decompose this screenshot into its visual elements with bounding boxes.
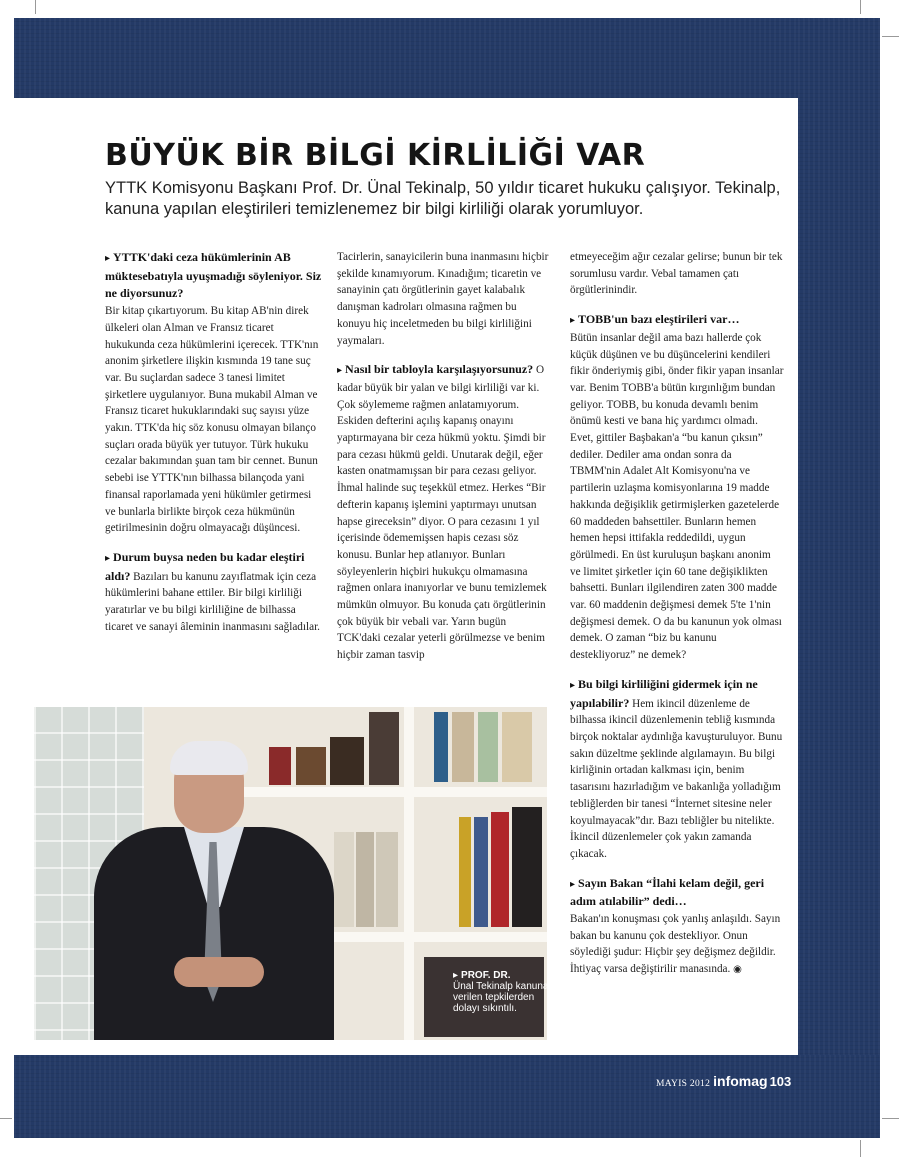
answer-3: O kadar büyük bir yalan ve bilgi kirliliği var ki. Çok söylememe rağmen anlatamıyorum. Eskiden defterini açılış kapanış onayını yaptırmayana bir ceza hükmü yoktu. Şimdi bir para cezası hükmü geldi. Unutarak değil, eğer kasten onatmamışsan bir para cezası geliyor. İhmal halinde suç teşekkül etmez. Herkes “Bir defterin kapanış işlemini yaptırmayı unutsan hapse gireceksin” diyor. O para cezasını 1 yıl içerisinde ödememişsen hapis cezası söz konusu. Bunlar hep atlanıyor. Bunları söyleyenlerin hiçbiri hukukçu olmamasına rağmen onlara inanıyorlar ve bunu temizlemek mümkün olmuyor. Bu konuda çatı örgütlerinin çok büyük bir vebali var. Yarın bugün TCK'daki cezalar yeterli görülmezse ve benim hiçbir zaman tasvip [337, 364, 547, 662]
answer-5: Hem ikincil düzenleme de bilhassa ikincil düzenlemenin tebliğ kısmında birçok noktalar aydınlığa kavuşturuluyor. Bunu sakın düzeltme şeklinde algılamayın. Bu bilgi kirliğinin ortadan kalkması için, benim tasarısını hazırladığım ve bakanlığa yolladığım tebliğlerden bir tanesi “İnternet sitesine neler koyulmayacak”dır. Bazı tebliğler bu nitelikte. İkincil düzenlemeler çok yakın zamanda çıkacak. [570, 697, 783, 860]
book [491, 812, 509, 927]
decorative-band-top [14, 18, 880, 98]
caption-text: Ünal Tekinalp kanuna verilen tepkilerden dolayı sıkıntılı. [453, 981, 549, 1014]
decorative-band-bottom [14, 1055, 880, 1138]
page-number: 103 [769, 1074, 792, 1089]
person-hair [170, 741, 248, 775]
answer-continued: etmeyeceğim ağır cezalar gelirse; bunun bir tek sorumlusu vardır. Vebal tamamen çatı örgütlerinindir. [570, 251, 783, 297]
arrow-bullet-icon: ▸ [570, 315, 576, 327]
text-column-2 [337, 249, 549, 664]
photo-frame [296, 747, 326, 785]
text-column-1 [105, 249, 323, 635]
answer-continued: Tacirlerin, sanayicilerin buna inanmasını hiçbir şekilde kınamıyorum. Kınadığım; ticaretin ve sanayinin çatı örgütlerinin gayet kalabalık danışman kadroları olmasına rağmen bu konuyu hiç inceletmeden bu bilgi kirliliğini yaymaları. [337, 251, 549, 347]
question-2: Durum buysa neden bu kadar eleştiri aldı? [105, 549, 305, 583]
book [502, 712, 532, 782]
crop-mark [882, 1118, 899, 1119]
book [434, 712, 448, 782]
question-3: Nasıl bir tabloyla karşılaşıyorsunuz? [345, 362, 534, 377]
article-headline: BÜYÜK BİR BİLGİ KİRLİLİĞİ VAR [105, 138, 646, 173]
answer-1: Bir kitap çıkartıyorum. Bu kitap AB'nin direk ülkeleri olan Alman ve Fransız ticaret hukukunda ceza hükümlerini içerecek. TTK'nın anonim şirketlere ilişkin kısmında 19 tane suç var. Bu suçlardan sadece 3 tanesi limitet şirketlere uygulanıyor. Buna mukabil Alman ve Fransız ticaret hukuklarındaki suç sayısı yüze yakın. TTK'da hiç söz konusu olmayan bilanço suçları orada büyük yer tutuyor. Türk hukuku cezalar bakımından şuan tam bir cennet. Bunun sebebi ise YTTK'nın bilhassa bilançoda yani finansal raporlamada yeni hükümler getirmesi ve bunlarla birlikte birçok ceza hükmünün getirilmesinin doğru olmayacağı düşüncesi. [105, 305, 319, 535]
answer-6: Bakan'ın konuşması çok yanlış anlaşıldı. Sayın bakan bu kanunu çok destekliyor. Onun söylediği şudur: Hiçbir şey değişmez değildir. İhtiyaç varsa değiştirilir manasında. [570, 913, 781, 976]
crop-mark [35, 0, 36, 14]
caption-title: PROF. DR. [461, 970, 511, 981]
end-mark-icon: ◉ [733, 964, 742, 976]
arrow-bullet-icon: ▸ [105, 552, 111, 564]
arrow-bullet-icon: ▸ [105, 253, 111, 264]
crop-mark [0, 1118, 12, 1119]
crop-mark [860, 0, 861, 14]
book [376, 832, 398, 927]
book [452, 712, 474, 782]
question-1: YTTK'daki ceza hükümlerinin AB müktesebatıyla uyuşmadığı söyleniyor. Siz ne diyorsunuz? [105, 250, 322, 301]
answer-4: Bütün insanlar değil ama bazı hallerde çok küçük düşünen ve bu düşüncelerini kendileri fikir önderiymiş gibi, önder fikir yapan insanlar var. Benim TOBB'a bütün kırgınlığım bundan geliyor. TOBB, bu konuda devamlı benim önümü kesti ve bana hiç yardımcı olmadı. Evet, gittiler Başbakan'a “bu kanun çıksın” dediler. Dediler ama ondan sonra da TBMM'nin Adalet Alt Komisyonu'na ve partilerin uzlaşma komisyonlarına 19 madde hakkında değişiklik getirmişlerken gazetelerde 60 maddeden bahsettiler. Bunların hemen hemen hepsi ittifakla reddedildi, uygun görülmedi. En üst kuruluşun başkanı anonim ve limitet şirketler için 60 tane değişiklikten bahsetti. Bunları ilgilendiren zaten 300 madde var. 60 maddenin değişmesi demek 5'te 1'nin değişmesi demek. O da bu kanunun yok olması demek. O zaman “biz bu kanunu destekliyoruz” ne demek? [570, 331, 784, 662]
page-footer [656, 1073, 791, 1091]
photo-frame [330, 737, 364, 785]
photo-caption [453, 970, 563, 1014]
article-lead: YTTK Komisyonu Başkanı Prof. Dr. Ünal Tekinalp, 50 yıldır ticaret hukuku çalışıyor. Tekinalp, kanuna yapılan eleştirileri temizlenemez bir bilgi kirliliği olarak yorumluyor. [105, 179, 781, 218]
book [512, 807, 542, 927]
question-6: Sayın Bakan “İlahi kelam değil, geri adım atılabilir” dedi… [570, 875, 765, 909]
arrow-bullet-icon: ▸ [453, 970, 459, 981]
arrow-bullet-icon: ▸ [337, 365, 343, 377]
book [269, 747, 291, 785]
text-column-3 [570, 249, 784, 979]
crop-mark [860, 1140, 861, 1157]
book [474, 817, 488, 927]
crop-mark [882, 36, 899, 37]
book [459, 817, 471, 927]
answer-2: Bazıları bu kanunu zayıflatmak için ceza hükümlerini bahane ettiler. Bir bilgi kirliliği yaratırlar ve bu bilgi kirliliğine de bilhassa ticaret ve sanayi âleminin inanmasını sağladılar. [105, 570, 320, 633]
magazine-brand: infomag [713, 1073, 768, 1089]
shelf-divider [404, 707, 414, 1040]
book [356, 832, 374, 927]
book [334, 832, 354, 927]
person-hands [174, 957, 264, 987]
book [478, 712, 498, 782]
arrow-bullet-icon: ▸ [570, 679, 576, 691]
arrow-bullet-icon: ▸ [570, 878, 576, 890]
question-4: TOBB'un bazı eleştirileri var… [578, 312, 740, 327]
decorative-band-right [798, 18, 880, 1138]
shelf-board [234, 787, 547, 797]
question-5: Bu bilgi kirliliğini gidermek için ne yapılabilir? [570, 676, 758, 710]
book [369, 712, 399, 785]
issue-date: MAYIS 2012 [656, 1079, 711, 1089]
